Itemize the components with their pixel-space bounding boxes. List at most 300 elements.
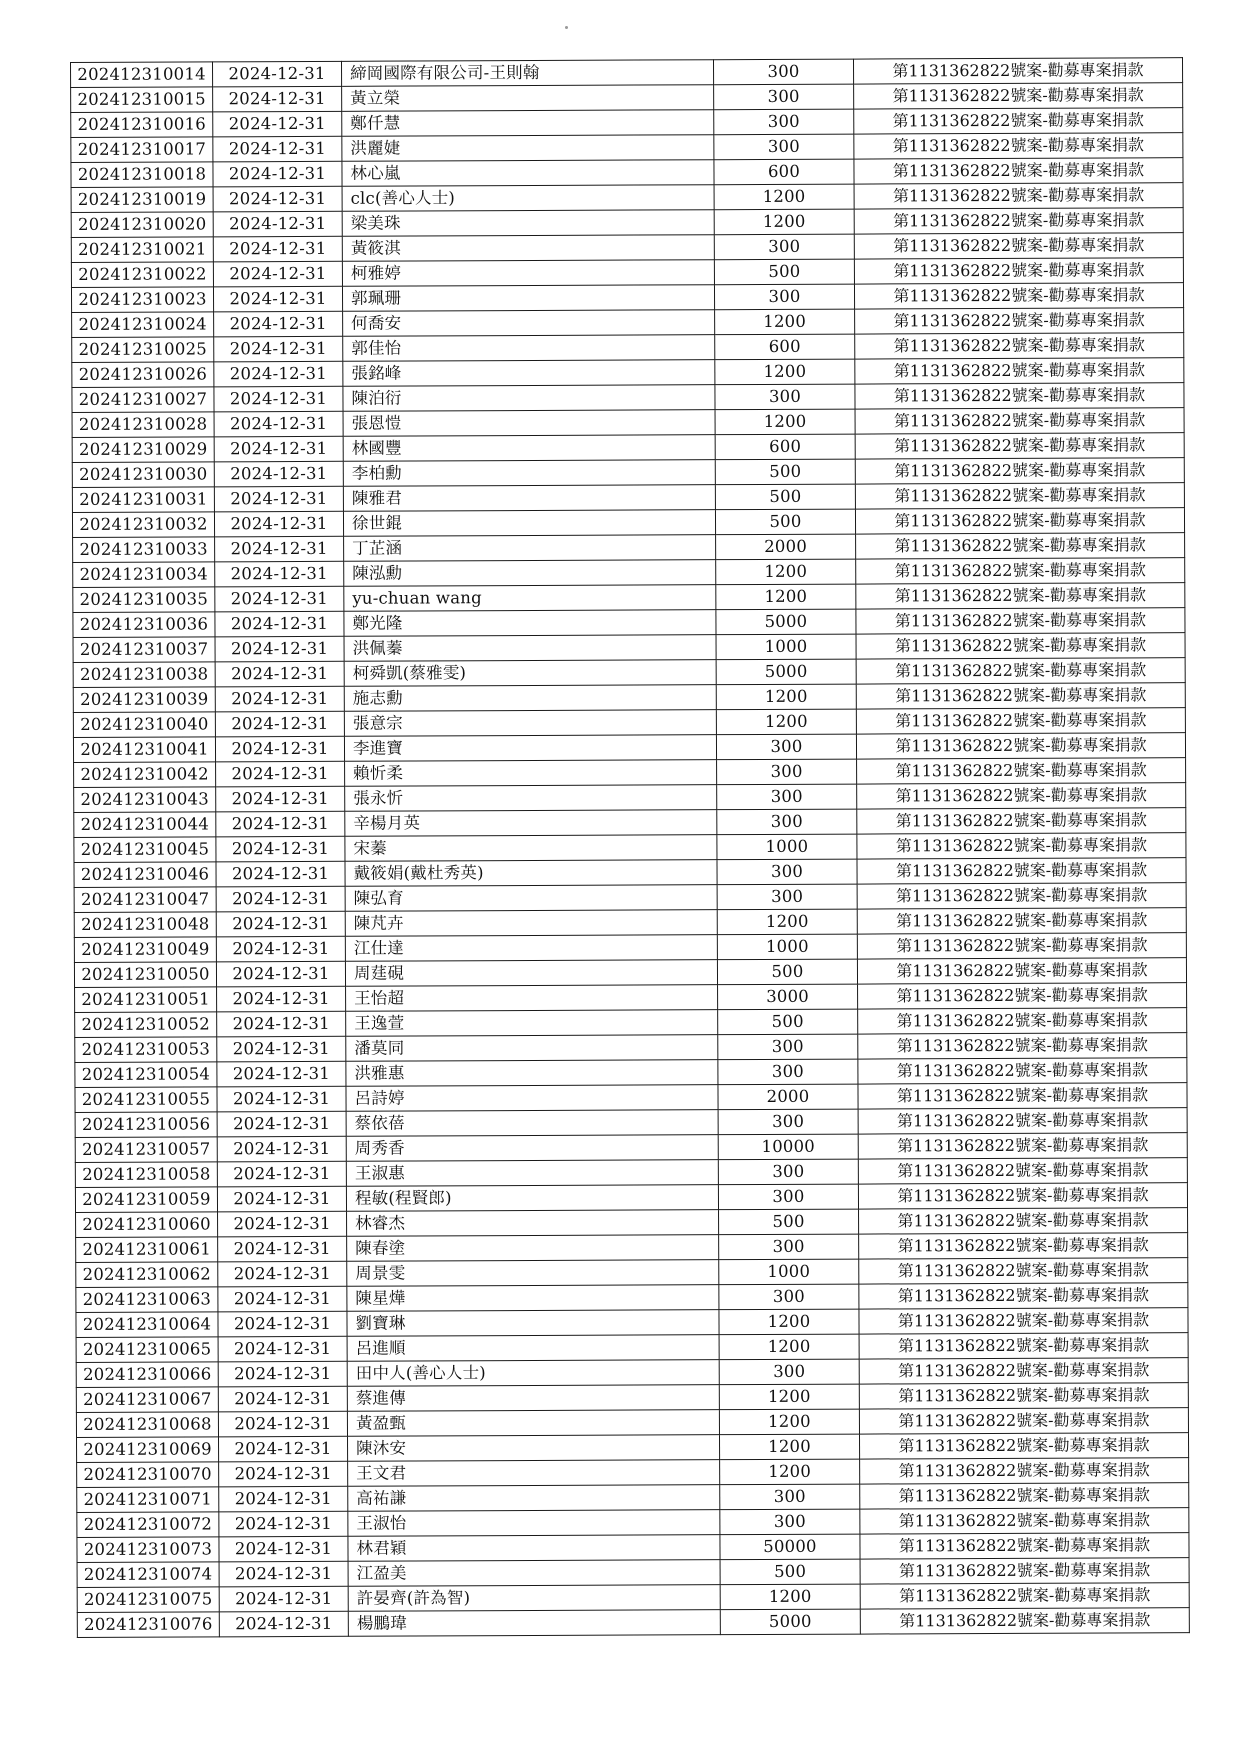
donation-amount-cell: 500: [715, 459, 855, 485]
donation-amount-cell: 1200: [719, 1434, 859, 1460]
receipt-number-cell: 202412310061: [76, 1237, 218, 1263]
donation-purpose-cell: 第1131362822號案-勸募專案捐款: [859, 1408, 1188, 1434]
donation-amount-cell: 1200: [719, 1334, 859, 1360]
receipt-number-cell: 202412310055: [75, 1087, 217, 1113]
donation-date-cell: 2024-12-31: [214, 336, 343, 362]
donation-amount-cell: 500: [714, 259, 854, 285]
donation-amount-cell: 1000: [719, 1259, 859, 1285]
donation-date-cell: 2024-12-31: [217, 1061, 346, 1087]
receipt-number-cell: 202412310075: [77, 1587, 219, 1613]
donation-purpose-cell: 第1131362822號案-勸募專案捐款: [860, 1608, 1189, 1634]
donor-name-cell: 陳雅君: [343, 485, 715, 512]
donation-purpose-cell: 第1131362822號案-勸募專案捐款: [858, 1083, 1187, 1109]
donation-amount-cell: 1200: [719, 1384, 859, 1410]
receipt-number-cell: 202412310039: [73, 687, 215, 713]
donation-date-cell: 2024-12-31: [218, 1386, 347, 1412]
donor-name-cell: 鄭光隆: [344, 610, 716, 637]
donation-date-cell: 2024-12-31: [216, 786, 345, 812]
donation-amount-cell: 10000: [718, 1134, 858, 1160]
donor-name-cell: 陳春塗: [347, 1235, 719, 1262]
donation-amount-cell: 300: [713, 59, 853, 85]
donor-name-cell: 張永忻: [345, 785, 717, 812]
receipt-number-cell: 202412310017: [71, 137, 213, 163]
donation-date-cell: 2024-12-31: [216, 911, 345, 937]
receipt-number-cell: 202412310024: [72, 312, 214, 338]
donation-purpose-cell: 第1131362822號案-勸募專案捐款: [859, 1358, 1188, 1384]
receipt-number-cell: 202412310067: [76, 1387, 218, 1413]
donation-date-cell: 2024-12-31: [216, 861, 345, 887]
donation-date-cell: 2024-12-31: [214, 511, 343, 537]
receipt-number-cell: 202412310052: [75, 1012, 217, 1038]
donation-purpose-cell: 第1131362822號案-勸募專案捐款: [854, 183, 1183, 209]
donation-amount-cell: 500: [717, 959, 857, 985]
donation-amount-cell: 1200: [716, 584, 856, 610]
receipt-number-cell: 202412310062: [76, 1262, 218, 1288]
receipt-number-cell: 202412310064: [76, 1312, 218, 1338]
donation-table-body: [71, 58, 1190, 1638]
donation-purpose-cell: 第1131362822號案-勸募專案捐款: [859, 1308, 1188, 1334]
receipt-number-cell: 202412310033: [73, 537, 215, 563]
donor-name-cell: 陳泊衍: [343, 385, 715, 412]
donation-purpose-cell: 第1131362822號案-勸募專案捐款: [858, 1108, 1187, 1134]
donation-date-cell: 2024-12-31: [219, 1486, 348, 1512]
donation-date-cell: 2024-12-31: [218, 1361, 347, 1387]
donor-name-cell: 王逸萱: [346, 1010, 718, 1037]
donation-amount-cell: 500: [715, 484, 855, 510]
receipt-number-cell: 202412310070: [77, 1462, 219, 1488]
donation-date-cell: 2024-12-31: [215, 686, 344, 712]
receipt-number-cell: 202412310029: [72, 437, 214, 463]
donor-name-cell: 潘莫同: [346, 1035, 718, 1062]
donation-amount-cell: 500: [719, 1209, 859, 1235]
donor-name-cell: 呂進順: [347, 1335, 719, 1362]
receipt-number-cell: 202412310069: [77, 1437, 219, 1463]
donor-name-cell: 周莛硯: [345, 960, 717, 987]
donation-date-cell: 2024-12-31: [214, 411, 343, 437]
receipt-number-cell: 202412310018: [71, 162, 213, 188]
donation-amount-cell: 1000: [717, 834, 857, 860]
donation-purpose-cell: 第1131362822號案-勸募專案捐款: [854, 108, 1183, 134]
donation-purpose-cell: 第1131362822號案-勸募專案捐款: [856, 608, 1185, 634]
donor-name-cell: 陳泓勳: [344, 560, 716, 587]
receipt-number-cell: 202412310027: [72, 387, 214, 413]
donation-purpose-cell: 第1131362822號案-勸募專案捐款: [855, 483, 1184, 509]
donation-date-cell: 2024-12-31: [215, 736, 344, 762]
donation-amount-cell: 600: [715, 434, 855, 460]
receipt-number-cell: 202412310019: [71, 187, 213, 213]
donation-date-cell: 2024-12-31: [214, 436, 343, 462]
donation-amount-cell: 300: [719, 1359, 859, 1385]
donor-name-cell: 陳芃卉: [345, 910, 717, 937]
donation-amount-cell: 1200: [716, 684, 856, 710]
donor-name-cell: 洪佩蓁: [344, 635, 716, 662]
donor-name-cell: clc(善心人士): [342, 185, 714, 212]
donor-name-cell: 郭珮珊: [342, 285, 714, 312]
donation-purpose-cell: 第1131362822號案-勸募專案捐款: [857, 833, 1186, 859]
donation-date-cell: 2024-12-31: [219, 1461, 348, 1487]
donation-date-cell: 2024-12-31: [216, 811, 345, 837]
donor-name-cell: 洪雅惠: [346, 1060, 718, 1087]
donation-amount-cell: 1200: [720, 1584, 860, 1610]
donation-amount-cell: 1000: [717, 934, 857, 960]
donation-date-cell: 2024-12-31: [213, 236, 342, 262]
donation-amount-cell: 600: [715, 334, 855, 360]
receipt-number-cell: 202412310034: [73, 562, 215, 588]
donation-amount-cell: 300: [720, 1484, 860, 1510]
donation-amount-cell: 2000: [716, 534, 856, 560]
receipt-number-cell: 202412310072: [77, 1512, 219, 1538]
receipt-number-cell: 202412310041: [73, 737, 215, 763]
donation-date-cell: 2024-12-31: [213, 86, 342, 112]
donation-purpose-cell: 第1131362822號案-勸募專案捐款: [856, 708, 1185, 734]
donation-date-cell: 2024-12-31: [215, 586, 344, 612]
donor-name-cell: 楊鵬瑋: [348, 1610, 720, 1637]
donation-date-cell: 2024-12-31: [213, 136, 342, 162]
donation-purpose-cell: 第1131362822號案-勸募專案捐款: [858, 1133, 1187, 1159]
donor-name-cell: 戴筱娟(戴杜秀英): [345, 860, 717, 887]
donation-purpose-cell: 第1131362822號案-勸募專案捐款: [855, 308, 1184, 334]
donor-name-cell: 江盈美: [348, 1560, 720, 1587]
donation-amount-cell: 300: [720, 1509, 860, 1535]
donation-purpose-cell: 第1131362822號案-勸募專案捐款: [856, 533, 1185, 559]
donation-purpose-cell: 第1131362822號案-勸募專案捐款: [860, 1583, 1189, 1609]
receipt-number-cell: 202412310049: [74, 937, 216, 963]
donation-purpose-cell: 第1131362822號案-勸募專案捐款: [859, 1208, 1188, 1234]
donor-name-cell: 張意宗: [344, 710, 716, 737]
donation-amount-cell: 300: [717, 759, 857, 785]
donation-amount-cell: 5000: [716, 609, 856, 635]
donation-purpose-cell: 第1131362822號案-勸募專案捐款: [854, 258, 1183, 284]
table-row: [77, 1608, 1189, 1638]
receipt-number-cell: 202412310015: [71, 87, 213, 113]
donation-purpose-cell: 第1131362822號案-勸募專案捐款: [860, 1458, 1189, 1484]
donation-purpose-cell: 第1131362822號案-勸募專案捐款: [858, 1008, 1187, 1034]
donation-date-cell: 2024-12-31: [214, 461, 343, 487]
donation-purpose-cell: 第1131362822號案-勸募專案捐款: [859, 1433, 1188, 1459]
donation-purpose-cell: 第1131362822號案-勸募專案捐款: [859, 1383, 1188, 1409]
donation-purpose-cell: 第1131362822號案-勸募專案捐款: [857, 783, 1186, 809]
receipt-number-cell: 202412310071: [77, 1487, 219, 1513]
donation-amount-cell: 1200: [714, 184, 854, 210]
receipt-number-cell: 202412310046: [74, 862, 216, 888]
receipt-number-cell: 202412310065: [76, 1337, 218, 1363]
donation-amount-cell: 500: [718, 1009, 858, 1035]
donor-name-cell: 宋蓁: [345, 835, 717, 862]
donor-name-cell: 王怡超: [346, 985, 718, 1012]
receipt-number-cell: 202412310048: [74, 912, 216, 938]
receipt-number-cell: 202412310053: [75, 1037, 217, 1063]
donor-name-cell: 周景雯: [347, 1260, 719, 1287]
donation-purpose-cell: 第1131362822號案-勸募專案捐款: [855, 333, 1184, 359]
donation-date-cell: 2024-12-31: [217, 1036, 346, 1062]
donation-date-cell: 2024-12-31: [214, 486, 343, 512]
donation-date-cell: 2024-12-31: [217, 1186, 346, 1212]
donation-date-cell: 2024-12-31: [219, 1536, 348, 1562]
donation-amount-cell: 300: [714, 234, 854, 260]
donation-purpose-cell: 第1131362822號案-勸募專案捐款: [857, 883, 1186, 909]
donation-purpose-cell: 第1131362822號案-勸募專案捐款: [858, 1183, 1187, 1209]
donor-name-cell: 施志勳: [344, 685, 716, 712]
donation-amount-cell: 300: [715, 384, 855, 410]
donation-purpose-cell: 第1131362822號案-勸募專案捐款: [858, 1033, 1187, 1059]
donation-amount-cell: 600: [714, 159, 854, 185]
donation-amount-cell: 300: [718, 1159, 858, 1185]
receipt-number-cell: 202412310042: [74, 762, 216, 788]
receipt-number-cell: 202412310025: [72, 337, 214, 363]
donation-purpose-cell: 第1131362822號案-勸募專案捐款: [858, 1158, 1187, 1184]
donation-purpose-cell: 第1131362822號案-勸募專案捐款: [857, 908, 1186, 934]
donor-name-cell: 劉寶琳: [347, 1310, 719, 1337]
donor-name-cell: 締岡國際有限公司-王則翰: [341, 60, 713, 87]
donation-date-cell: 2024-12-31: [213, 61, 342, 87]
donor-name-cell: 梁美珠: [342, 210, 714, 237]
donation-date-cell: 2024-12-31: [219, 1436, 348, 1462]
donation-amount-cell: 300: [714, 84, 854, 110]
donation-amount-cell: 300: [719, 1284, 859, 1310]
receipt-number-cell: 202412310047: [74, 887, 216, 913]
donation-amount-cell: 300: [718, 1184, 858, 1210]
receipt-number-cell: 202412310058: [75, 1162, 217, 1188]
donor-name-cell: 程敏(程賢郎): [346, 1185, 718, 1212]
donation-date-cell: 2024-12-31: [218, 1311, 347, 1337]
donation-amount-cell: 50000: [720, 1534, 860, 1560]
donation-amount-cell: 300: [718, 1034, 858, 1060]
donor-name-cell: 林君穎: [348, 1535, 720, 1562]
donation-date-cell: 2024-12-31: [217, 1111, 346, 1137]
donation-date-cell: 2024-12-31: [213, 286, 342, 312]
donation-purpose-cell: 第1131362822號案-勸募專案捐款: [859, 1283, 1188, 1309]
receipt-number-cell: 202412310032: [72, 512, 214, 538]
donation-date-cell: 2024-12-31: [215, 661, 344, 687]
receipt-number-cell: 202412310059: [75, 1187, 217, 1213]
donation-amount-cell: 300: [718, 1059, 858, 1085]
donation-amount-cell: 300: [717, 884, 857, 910]
donation-date-cell: 2024-12-31: [216, 886, 345, 912]
donation-purpose-cell: 第1131362822號案-勸募專案捐款: [859, 1333, 1188, 1359]
donation-amount-cell: 1200: [716, 559, 856, 585]
donation-amount-cell: 3000: [718, 984, 858, 1010]
donor-name-cell: 江仕達: [345, 935, 717, 962]
donation-amount-cell: 300: [717, 809, 857, 835]
donor-name-cell: 賴忻柔: [345, 760, 717, 787]
donor-name-cell: 洪麗婕: [342, 135, 714, 162]
donor-name-cell: 黃筱淇: [342, 235, 714, 262]
donation-date-cell: 2024-12-31: [219, 1561, 348, 1587]
donor-name-cell: 周秀香: [346, 1135, 718, 1162]
donation-purpose-cell: 第1131362822號案-勸募專案捐款: [860, 1483, 1189, 1509]
donation-date-cell: 2024-12-31: [218, 1286, 347, 1312]
receipt-number-cell: 202412310035: [73, 587, 215, 613]
donor-name-cell: 蔡依蓓: [346, 1110, 718, 1137]
donation-date-cell: 2024-12-31: [217, 986, 346, 1012]
donation-purpose-cell: 第1131362822號案-勸募專案捐款: [856, 733, 1185, 759]
receipt-number-cell: 202412310057: [75, 1137, 217, 1163]
donation-date-cell: 2024-12-31: [213, 211, 342, 237]
donation-purpose-cell: 第1131362822號案-勸募專案捐款: [856, 683, 1185, 709]
donation-date-cell: 2024-12-31: [217, 1136, 346, 1162]
donation-amount-cell: 1200: [715, 309, 855, 335]
donor-name-cell: 丁芷涵: [344, 535, 716, 562]
donation-date-cell: 2024-12-31: [217, 1161, 346, 1187]
donation-date-cell: 2024-12-31: [214, 361, 343, 387]
donation-amount-cell: 2000: [718, 1084, 858, 1110]
donation-purpose-cell: 第1131362822號案-勸募專案捐款: [857, 758, 1186, 784]
donation-amount-cell: 500: [720, 1559, 860, 1585]
receipt-number-cell: 202412310066: [76, 1362, 218, 1388]
donation-date-cell: 2024-12-31: [215, 611, 344, 637]
donation-date-cell: 2024-12-31: [218, 1336, 347, 1362]
donation-amount-cell: 500: [715, 509, 855, 535]
receipt-number-cell: 202412310073: [77, 1537, 219, 1563]
donation-date-cell: 2024-12-31: [213, 111, 342, 137]
receipt-number-cell: 202412310044: [74, 812, 216, 838]
donor-name-cell: 辛楊月英: [345, 810, 717, 837]
donor-name-cell: 李進寶: [344, 735, 716, 762]
donation-amount-cell: 300: [714, 109, 854, 135]
donation-purpose-cell: 第1131362822號案-勸募專案捐款: [860, 1558, 1189, 1584]
donation-amount-cell: 5000: [716, 659, 856, 685]
receipt-number-cell: 202412310028: [72, 412, 214, 438]
donation-date-cell: 2024-12-31: [216, 761, 345, 787]
donation-date-cell: 2024-12-31: [218, 1211, 347, 1237]
donation-date-cell: 2024-12-31: [219, 1611, 348, 1637]
donation-purpose-cell: 第1131362822號案-勸募專案捐款: [854, 208, 1183, 234]
donation-purpose-cell: 第1131362822號案-勸募專案捐款: [853, 58, 1182, 84]
donor-name-cell: 郭佳怡: [343, 335, 715, 362]
donation-purpose-cell: 第1131362822號案-勸募專案捐款: [856, 658, 1185, 684]
donation-purpose-cell: 第1131362822號案-勸募專案捐款: [854, 233, 1183, 259]
donor-name-cell: 黃盈甄: [347, 1410, 719, 1437]
donation-purpose-cell: 第1131362822號案-勸募專案捐款: [857, 958, 1186, 984]
receipt-number-cell: 202412310020: [71, 212, 213, 238]
donation-purpose-cell: 第1131362822號案-勸募專案捐款: [856, 633, 1185, 659]
donor-name-cell: 黃立榮: [342, 85, 714, 112]
donation-date-cell: 2024-12-31: [215, 561, 344, 587]
receipt-number-cell: 202412310014: [71, 62, 213, 88]
donation-amount-cell: 300: [719, 1234, 859, 1260]
donation-amount-cell: 300: [716, 734, 856, 760]
receipt-number-cell: 202412310040: [73, 712, 215, 738]
donation-purpose-cell: 第1131362822號案-勸募專案捐款: [856, 558, 1185, 584]
donation-date-cell: 2024-12-31: [219, 1586, 348, 1612]
receipt-number-cell: 202412310016: [71, 112, 213, 138]
donation-purpose-cell: 第1131362822號案-勸募專案捐款: [854, 133, 1183, 159]
donation-purpose-cell: 第1131362822號案-勸募專案捐款: [858, 1058, 1187, 1084]
donation-date-cell: 2024-12-31: [213, 261, 342, 287]
donation-purpose-cell: 第1131362822號案-勸募專案捐款: [857, 808, 1186, 834]
donor-name-cell: 張銘峰: [343, 360, 715, 387]
receipt-number-cell: 202412310068: [76, 1412, 218, 1438]
donation-amount-cell: 5000: [720, 1609, 860, 1635]
donation-amount-cell: 1200: [719, 1309, 859, 1335]
receipt-number-cell: 202412310030: [72, 462, 214, 488]
donor-name-cell: 陳弘育: [345, 885, 717, 912]
receipt-number-cell: 202412310056: [75, 1112, 217, 1138]
donation-purpose-cell: 第1131362822號案-勸募專案捐款: [855, 358, 1184, 384]
donation-amount-cell: 1000: [716, 634, 856, 660]
donation-amount-cell: 1200: [714, 209, 854, 235]
receipt-number-cell: 202412310036: [73, 612, 215, 638]
donation-purpose-cell: 第1131362822號案-勸募專案捐款: [855, 408, 1184, 434]
donation-date-cell: 2024-12-31: [213, 161, 342, 187]
donor-name-cell: 張恩愷: [343, 410, 715, 437]
donation-amount-cell: 300: [718, 1109, 858, 1135]
donation-purpose-cell: 第1131362822號案-勸募專案捐款: [855, 383, 1184, 409]
receipt-number-cell: 202412310026: [72, 362, 214, 388]
donor-name-cell: 呂詩婷: [346, 1085, 718, 1112]
receipt-number-cell: 202412310051: [75, 987, 217, 1013]
receipt-number-cell: 202412310038: [73, 662, 215, 688]
donor-name-cell: 高祐謙: [348, 1485, 720, 1512]
donor-name-cell: 王淑怡: [348, 1510, 720, 1537]
donation-amount-cell: 1200: [720, 1459, 860, 1485]
donation-amount-cell: 300: [717, 784, 857, 810]
donation-amount-cell: 1200: [717, 909, 857, 935]
receipt-number-cell: 202412310031: [72, 487, 214, 513]
donation-purpose-cell: 第1131362822號案-勸募專案捐款: [855, 458, 1184, 484]
donation-date-cell: 2024-12-31: [217, 1086, 346, 1112]
receipt-number-cell: 202412310060: [76, 1212, 218, 1238]
receipt-number-cell: 202412310037: [73, 637, 215, 663]
donation-purpose-cell: 第1131362822號案-勸募專案捐款: [857, 858, 1186, 884]
scan-speck: [565, 26, 568, 29]
donation-date-cell: 2024-12-31: [217, 1011, 346, 1037]
donor-name-cell: 田中人(善心人士): [347, 1360, 719, 1387]
donation-table: [70, 57, 1190, 1638]
donor-name-cell: 王文君: [348, 1460, 720, 1487]
donor-name-cell: 徐世錕: [343, 510, 715, 537]
receipt-number-cell: 202412310076: [77, 1612, 219, 1638]
donor-name-cell: 李柏勳: [343, 460, 715, 487]
donation-date-cell: 2024-12-31: [216, 836, 345, 862]
donation-purpose-cell: 第1131362822號案-勸募專案捐款: [857, 933, 1186, 959]
donor-name-cell: 柯舜凱(蔡雅雯): [344, 660, 716, 687]
receipt-number-cell: 202412310050: [74, 962, 216, 988]
donation-date-cell: 2024-12-31: [213, 186, 342, 212]
donation-amount-cell: 1200: [719, 1409, 859, 1435]
donation-amount-cell: 1200: [715, 359, 855, 385]
donation-purpose-cell: 第1131362822號案-勸募專案捐款: [855, 508, 1184, 534]
donation-date-cell: 2024-12-31: [216, 936, 345, 962]
receipt-number-cell: 202412310023: [71, 287, 213, 313]
donation-purpose-cell: 第1131362822號案-勸募專案捐款: [860, 1533, 1189, 1559]
donation-date-cell: 2024-12-31: [218, 1261, 347, 1287]
donation-purpose-cell: 第1131362822號案-勸募專案捐款: [859, 1233, 1188, 1259]
donation-amount-cell: 300: [717, 859, 857, 885]
donation-amount-cell: 1200: [716, 709, 856, 735]
donation-date-cell: 2024-12-31: [214, 311, 343, 337]
donation-purpose-cell: 第1131362822號案-勸募專案捐款: [854, 83, 1183, 109]
donor-name-cell: 許晏齊(許為智): [348, 1585, 720, 1612]
donor-name-cell: 鄭仟慧: [342, 110, 714, 137]
donor-name-cell: yu-chuan wang: [344, 585, 716, 612]
donation-purpose-cell: 第1131362822號案-勸募專案捐款: [854, 283, 1183, 309]
donation-purpose-cell: 第1131362822號案-勸募專案捐款: [860, 1508, 1189, 1534]
donation-amount-cell: 1200: [715, 409, 855, 435]
donor-name-cell: 林國豐: [343, 435, 715, 462]
donation-purpose-cell: 第1131362822號案-勸募專案捐款: [859, 1258, 1188, 1284]
donation-date-cell: 2024-12-31: [218, 1236, 347, 1262]
receipt-number-cell: 202412310074: [77, 1562, 219, 1588]
donation-date-cell: 2024-12-31: [216, 961, 345, 987]
donor-name-cell: 何喬安: [343, 310, 715, 337]
receipt-number-cell: 202412310045: [74, 837, 216, 863]
donation-purpose-cell: 第1131362822號案-勸募專案捐款: [856, 583, 1185, 609]
donation-purpose-cell: 第1131362822號案-勸募專案捐款: [858, 983, 1187, 1009]
donation-date-cell: 2024-12-31: [215, 711, 344, 737]
donation-purpose-cell: 第1131362822號案-勸募專案捐款: [854, 158, 1183, 184]
donation-date-cell: 2024-12-31: [219, 1511, 348, 1537]
